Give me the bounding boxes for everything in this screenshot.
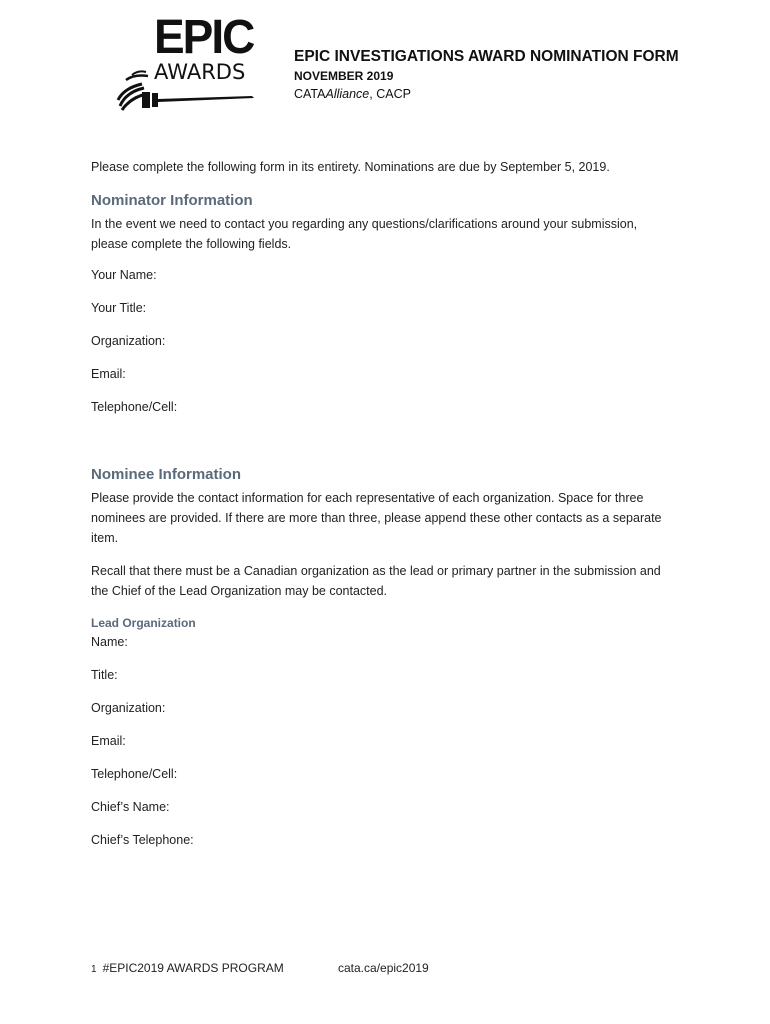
field-lead-name[interactable]: Name:	[91, 635, 128, 649]
field-organization[interactable]: Organization:	[91, 334, 166, 348]
gavel-swoosh-icon	[112, 66, 262, 114]
org-suffix: , CACP	[369, 87, 411, 101]
epic-awards-logo	[112, 10, 262, 112]
nominee-p2-line2: the Chief of the Lead Organization may be contacted.	[91, 584, 388, 598]
page-number: 1	[91, 964, 97, 975]
field-lead-organization[interactable]: Organization:	[91, 701, 166, 715]
form-date: NOVEMBER 2019	[294, 69, 394, 83]
org-prefix: CATA	[294, 87, 326, 101]
field-telephone[interactable]: Telephone/Cell:	[91, 400, 178, 414]
field-chief-name[interactable]: Chief’s Name:	[91, 800, 170, 814]
footer-program	[91, 961, 284, 975]
field-lead-telephone[interactable]: Telephone/Cell:	[91, 767, 178, 781]
nominator-desc-line2: please complete the following fields.	[91, 237, 292, 251]
nominator-heading: Nominator Information	[91, 192, 253, 209]
field-email[interactable]: Email:	[91, 367, 126, 381]
field-chief-telephone[interactable]: Chief’s Telephone:	[91, 833, 194, 847]
footer-program-text: #EPIC2019 AWARDS PROGRAM	[102, 961, 284, 975]
nominee-p1-line1: Please provide the contact information for each representative of each organization. Space for three	[91, 491, 644, 505]
nominee-heading: Nominee Information	[91, 466, 242, 483]
form-title: EPIC INVESTIGATIONS AWARD NOMINATION FORM	[294, 48, 679, 65]
field-your-title[interactable]: Your Title:	[91, 301, 147, 315]
nominator-desc-line1: In the event we need to contact you regarding any questions/clarifications around your submission,	[91, 217, 638, 231]
org-italic: Alliance	[325, 87, 370, 101]
footer-url[interactable]: cata.ca/epic2019	[338, 961, 429, 975]
logo-epic-text: EPIC	[154, 8, 254, 64]
nominee-p1-line3: item.	[91, 531, 119, 545]
field-lead-title[interactable]: Title:	[91, 668, 118, 682]
logo-awards-text: AWARDS	[154, 60, 246, 84]
intro-text: Please complete the following form in its entirety. Nominations are due by September 5, 2019.	[91, 160, 610, 174]
field-your-name[interactable]: Your Name:	[91, 268, 157, 282]
form-organizations	[294, 87, 411, 101]
field-lead-email[interactable]: Email:	[91, 734, 126, 748]
lead-organization-heading: Lead Organization	[91, 616, 196, 630]
nominee-p1-line2: nominees are provided. If there are more than three, please append these other contacts as a separate	[91, 511, 662, 525]
nominee-p2-line1: Recall that there must be a Canadian organization as the lead or primary partner in the submission and	[91, 564, 661, 578]
